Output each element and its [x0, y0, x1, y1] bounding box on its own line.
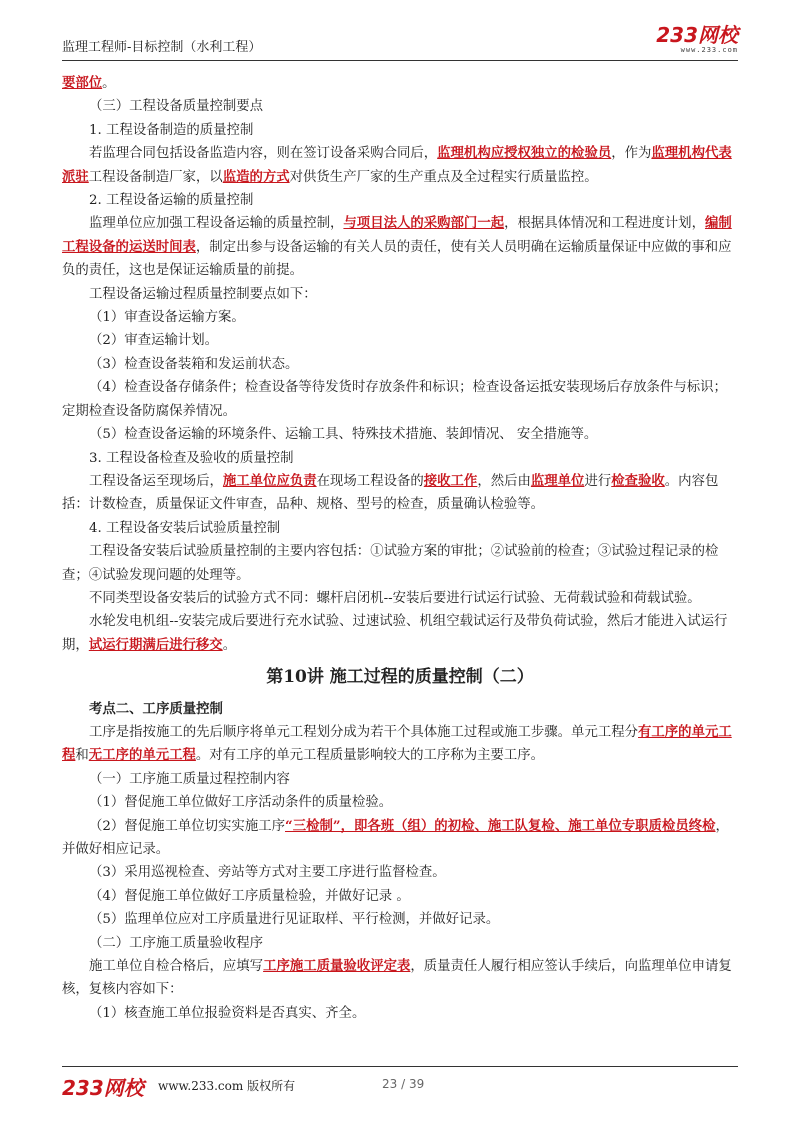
section-heading: （二）工序施工质量验收程序: [89, 935, 264, 951]
list-item: （3）采用巡视检查、旁站等方式对主要工序进行监督检查。: [89, 865, 446, 881]
paragraph: 要部位。: [62, 75, 116, 91]
header-divider: [62, 60, 738, 61]
footer-divider: [62, 1066, 738, 1067]
topic-heading: 考点二、工序质量控制: [89, 700, 223, 717]
paragraph: 施工单位自检合格后，应填写工序施工质量验收评定表，质量责任人履行相应签认手续后，向监理单位申请复核，复核内容如下：: [62, 958, 732, 998]
logo-url: www.233.com: [680, 46, 738, 54]
subsection-heading: 2. 工程设备运输的质量控制: [89, 193, 254, 209]
document-title: 监理工程师-目标控制（水利工程）: [62, 40, 262, 55]
list-item: （5）监理单位应对工序质量进行见证取样、平行检测，并做好记录。: [89, 912, 500, 928]
paragraph: 水轮发电机组--安装完成后要进行充水试验、过速试验、机组空载试运行及带负荷试验，然后才能进入试运行期，试运行期满后进行移交。: [62, 614, 728, 653]
subsection-heading: 3. 工程设备检查及验收的质量控制: [89, 450, 294, 466]
page-footer: [62, 1068, 738, 1098]
list-item: （1）督促施工单位做好工序活动条件的质量检验。: [89, 795, 393, 811]
footer-logo[interactable]: 233网校: [62, 1076, 144, 1100]
paragraph: 工程设备安装后试验质量控制的主要内容包括：①试验方案的审批；②试验前的检查；③试验过程记录的检查；④试验发现问题的处理等。: [62, 544, 719, 583]
subsection-heading: 4. 工程设备安装后试验质量控制: [89, 520, 281, 536]
paragraph: 工程设备运至现场后，施工单位应负责在现场工程设备的接收工作，然后由监理单位进行检查验收。内容包括：计数检查，质量保证文件审查，品种、规格、型号的检查，质量确认检验等。: [62, 472, 719, 513]
paragraph: 不同类型设备安装后的试验方式不同：螺杆启闭机--安装后要进行试运行试验、无荷载试验和荷载试验。: [89, 590, 701, 606]
list-item: （5）检查设备运输的环境条件、运输工具、特殊技术措施、装卸情况、 安全措施等。: [89, 427, 598, 443]
list-item: （2）审查运输计划。: [89, 333, 219, 349]
list-item: （3）检查设备装箱和发运前状态。: [89, 356, 299, 372]
logo-text: 233网校: [656, 23, 738, 47]
page-number: 23 / 39: [382, 1077, 425, 1091]
list-item: （2）督促施工单位切实实施工序“三检制”，即各班（组）的初检、施工队复检、施工单位专职质检员终检，并做好相应记录。: [62, 817, 729, 857]
paragraph: 监理单位应加强工程设备运输的质量控制，与项目法人的采购部门一起，根据具体情况和工程进度计划，编制工程设备的运送时间表，制定出参与设备运输的有关人员的责任，使有关人员明确在运输质量保证中应做的事和应负的责任，这也是保证运输质量的前提。: [62, 215, 732, 279]
lecture-title: 第10讲 施工过程的质量控制（二）: [266, 667, 534, 688]
section-heading: （一）工序施工质量过程控制内容: [89, 771, 290, 787]
brand-logo[interactable]: [642, 24, 738, 58]
copyright-text: www.233.com 版权所有: [158, 1079, 296, 1093]
list-item: （1）核查施工单位报验资料是否真实、齐全。: [89, 1005, 366, 1021]
paragraph: 工序是指按施工的先后顺序将单元工程划分成为若干个具体施工过程或施工步骤。单元工程分有工序的单元工程和无工序的单元工程。对有工序的单元工程质量影响较大的工序称为主要工序。: [62, 723, 732, 764]
list-item: （4）督促施工单位做好工序质量检验，并做好记录 。: [89, 888, 410, 904]
section-heading: （三）工程设备质量控制要点: [89, 99, 264, 115]
list-item: （4）检查设备存储条件；检查设备等待发货时存放条件和标识；检查设备运抵安装现场后存放条件与标识；定期检查设备防腐保养情况。: [62, 380, 727, 419]
paragraph: 工程设备运输过程质量控制要点如下：: [89, 286, 317, 302]
list-item: （1）审查设备运输方案。: [89, 310, 245, 326]
document-body: [62, 72, 738, 1025]
subsection-heading: 1. 工程设备制造的质量控制: [89, 122, 254, 138]
paragraph: 若监理合同包括设备监造内容，则在签订设备采购合同后，监理机构应授权独立的检验员，作为监理机构代表派驻工程设备制造厂家，以监造的方式对供货生产厂家的生产重点及全过程实行质量监控。: [62, 145, 732, 185]
